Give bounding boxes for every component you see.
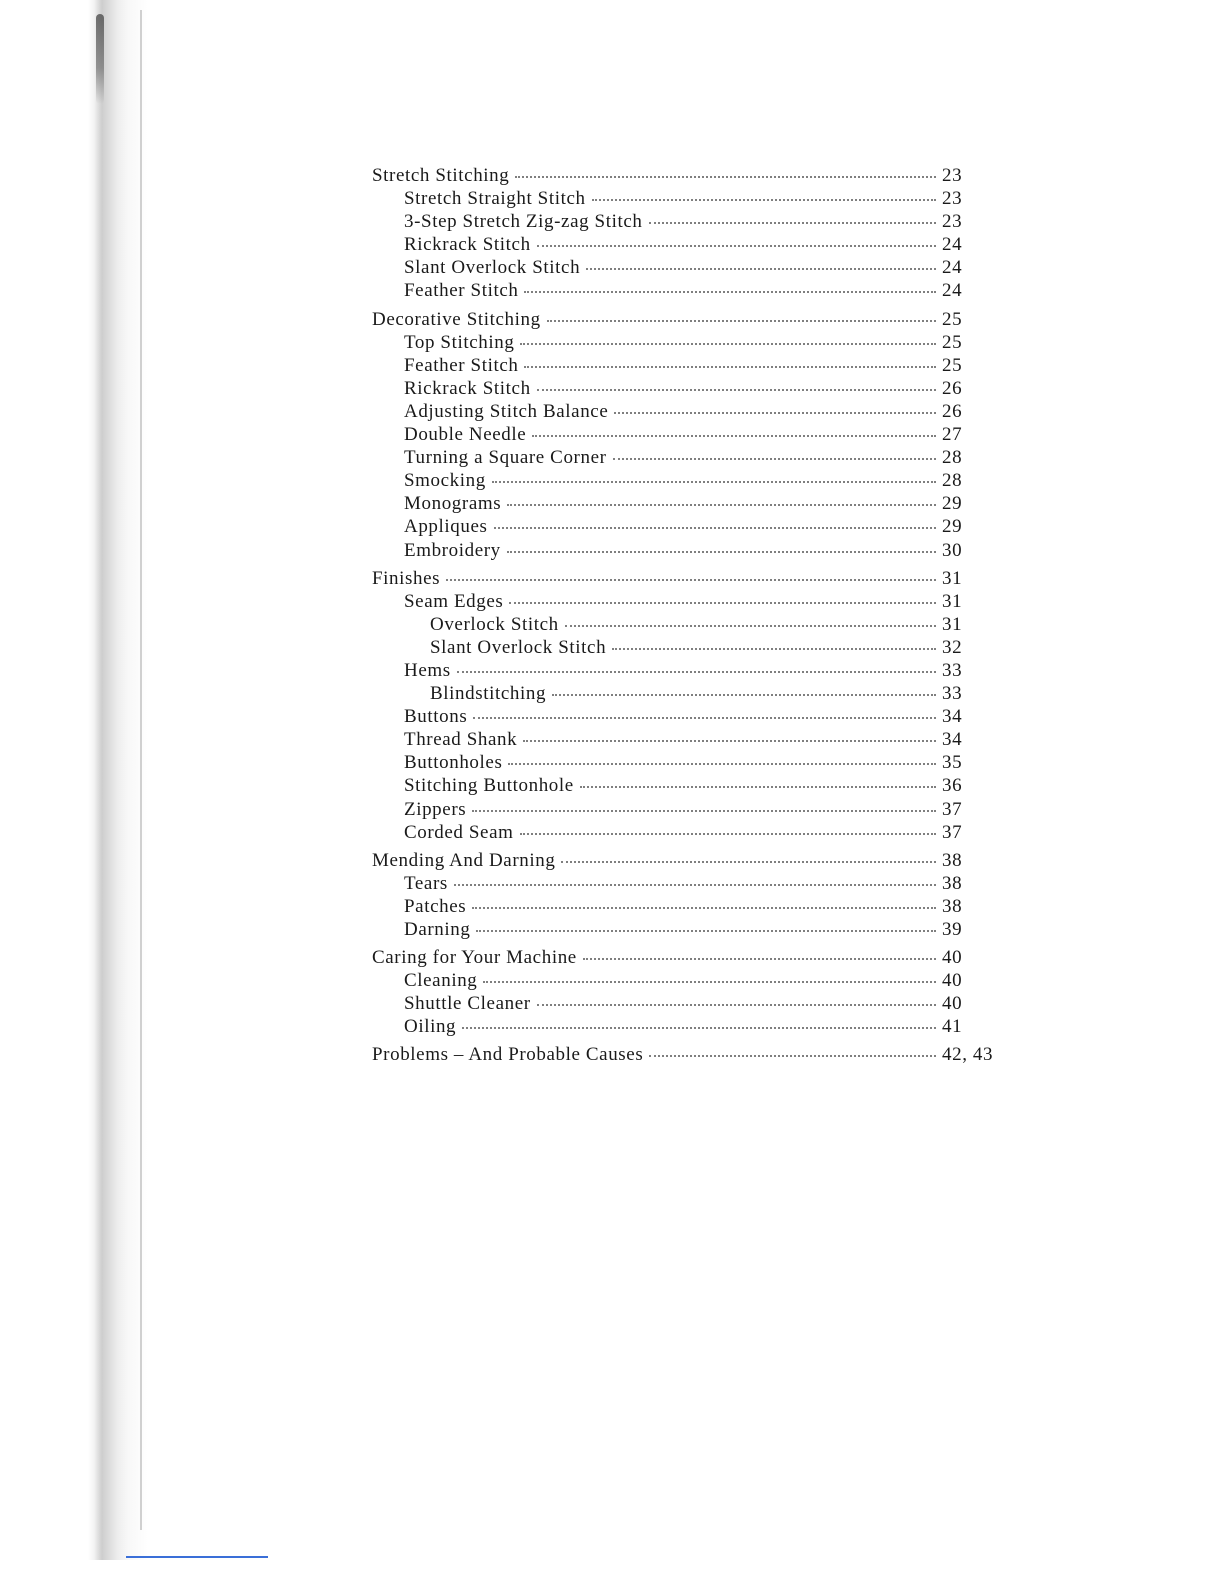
toc-entry-label: Rickrack Stitch xyxy=(404,377,531,399)
toc-section-row xyxy=(366,1039,1006,1066)
toc-page-number: 31 xyxy=(942,567,963,589)
toc-entry-label: Slant Overlock Stitch xyxy=(404,257,581,279)
toc-entry-label: Buttonholes xyxy=(404,752,503,774)
dot-leader xyxy=(515,157,936,178)
dot-leader xyxy=(507,532,936,553)
toc-page-number: 25 xyxy=(942,308,963,330)
toc-entry-label: Stretch Stitching xyxy=(372,165,510,186)
toc-page-number: 31 xyxy=(942,613,963,635)
dot-leader xyxy=(613,439,936,460)
toc-entry-label: Zippers xyxy=(404,798,467,820)
toc-page-number: 24 xyxy=(942,257,963,279)
toc-page-number: 40 xyxy=(942,993,963,1015)
toc-entry-label: Turning a Square Corner xyxy=(404,447,607,469)
toc-entry-row xyxy=(366,275,1006,302)
dot-leader xyxy=(462,1008,936,1029)
toc-page-number: 26 xyxy=(942,377,963,399)
toc-page-number: 41 xyxy=(942,1016,963,1038)
toc-page-number: 35 xyxy=(942,752,963,774)
toc-entry-label: Caring for Your Machine xyxy=(372,947,577,969)
toc-page-number: 28 xyxy=(942,447,963,469)
page-binding-shadow xyxy=(88,0,148,1560)
bottom-underline xyxy=(126,1556,268,1558)
dot-leader xyxy=(547,301,936,322)
toc-entry-label: Double Needle xyxy=(404,424,527,446)
toc-page-number: 25 xyxy=(942,331,963,353)
dot-leader xyxy=(612,629,936,650)
toc-page-number: 25 xyxy=(942,354,963,376)
toc-entry-label: Darning xyxy=(404,919,471,940)
dot-leader xyxy=(537,370,936,391)
toc-page-number: 33 xyxy=(942,683,963,705)
dot-leader xyxy=(649,203,937,224)
toc-entry-label: Mending And Darning xyxy=(372,849,556,871)
dot-leader xyxy=(492,462,936,483)
toc-page-number: 23 xyxy=(942,188,963,210)
dot-leader xyxy=(532,416,936,437)
toc-entry-row xyxy=(366,914,1006,940)
toc-entry-label: Top Stitching xyxy=(404,331,515,353)
toc-entry-label: Decorative Stitching xyxy=(372,308,541,330)
toc-page-number: 40 xyxy=(942,970,963,992)
toc-entry-label: Monograms xyxy=(404,493,502,515)
dot-leader xyxy=(592,180,936,201)
toc-entry-label: Buttons xyxy=(404,706,468,728)
toc-page-number: 36 xyxy=(942,775,963,797)
dot-leader xyxy=(457,652,936,673)
dot-leader xyxy=(483,962,936,983)
toc-entry-label: Tears xyxy=(404,872,448,894)
toc-entry-row xyxy=(366,817,1006,843)
toc-page-number: 31 xyxy=(942,590,963,612)
dot-leader xyxy=(565,606,936,627)
toc-page-number: 42, 43 xyxy=(942,1044,994,1066)
toc-page-number: 34 xyxy=(942,729,963,751)
toc-page-number: 32 xyxy=(942,636,963,658)
toc-page-number: 40 xyxy=(942,947,963,969)
toc-entry-label: Cleaning xyxy=(404,970,478,992)
dot-leader xyxy=(524,272,936,293)
toc-page-number: 28 xyxy=(942,470,963,492)
toc-page-number: 27 xyxy=(942,424,963,446)
toc-entry-label: Adjusting Stitch Balance xyxy=(404,400,609,422)
toc-entry-label: Feather Stitch xyxy=(404,354,519,376)
dot-leader xyxy=(446,560,936,581)
toc-entry-row xyxy=(366,1011,1006,1038)
toc-page-number: 29 xyxy=(942,493,963,515)
toc-page-number: 37 xyxy=(942,798,963,820)
dot-leader xyxy=(509,583,936,604)
toc-page-number: 38 xyxy=(942,872,963,894)
toc-entry-label: Appliques xyxy=(404,516,488,538)
toc-entry-label: Feather Stitch xyxy=(404,280,519,302)
toc-page-number: 23 xyxy=(942,211,963,233)
toc-page-number: 23 xyxy=(942,165,963,186)
dot-leader xyxy=(537,985,936,1006)
toc-entry-label: Blindstitching xyxy=(430,683,547,705)
toc-page-number: 37 xyxy=(942,821,963,843)
dot-leader xyxy=(472,888,936,909)
dot-leader xyxy=(586,249,936,270)
toc-entry-label: Stitching Buttonhole xyxy=(404,775,574,797)
dot-leader xyxy=(552,675,936,696)
dot-leader xyxy=(524,347,936,368)
dot-leader xyxy=(537,226,936,247)
dot-leader xyxy=(561,842,936,863)
dot-leader xyxy=(472,791,936,812)
dot-leader xyxy=(583,939,936,960)
toc-entry-label: Thread Shank xyxy=(404,729,518,751)
toc-page-number: 38 xyxy=(942,895,963,917)
toc-page-number: 39 xyxy=(942,919,963,940)
toc-entry-label: Oiling xyxy=(404,1016,457,1038)
toc-entry-label: Slant Overlock Stitch xyxy=(430,636,607,658)
page-binding-edge xyxy=(140,10,142,1530)
toc-entry-label: Corded Seam xyxy=(404,821,514,843)
dot-leader xyxy=(508,744,936,765)
dot-leader xyxy=(473,698,936,719)
toc-entry-label: Problems – And Probable Causes xyxy=(372,1044,644,1066)
dot-leader xyxy=(454,865,936,886)
toc-page-number: 30 xyxy=(942,539,963,561)
toc-entry-label: Embroidery xyxy=(404,539,501,561)
toc-entry-label: Patches xyxy=(404,895,467,917)
toc-entry-label: Hems xyxy=(404,659,451,681)
dot-leader xyxy=(580,767,936,788)
toc-entry-label: Rickrack Stitch xyxy=(404,234,531,256)
table-of-contents xyxy=(366,160,1006,1066)
dot-leader xyxy=(476,911,936,932)
toc-page-number: 33 xyxy=(942,659,963,681)
toc-page-number: 24 xyxy=(942,234,963,256)
toc-entry-label: 3-Step Stretch Zig-zag Stitch xyxy=(404,211,643,233)
dot-leader xyxy=(614,393,936,414)
toc-page-number: 38 xyxy=(942,849,963,871)
toc-entry-label: Seam Edges xyxy=(404,590,504,612)
dot-leader xyxy=(494,508,936,529)
toc-page-number: 24 xyxy=(942,280,963,302)
dot-leader xyxy=(507,485,936,506)
dot-leader xyxy=(520,814,937,835)
toc-entry-row xyxy=(366,535,1006,561)
toc-page-number: 26 xyxy=(942,400,963,422)
toc-entry-label: Shuttle Cleaner xyxy=(404,993,531,1015)
toc-entry-label: Smocking xyxy=(404,470,486,492)
toc-entry-label: Overlock Stitch xyxy=(430,613,559,635)
toc-entry-label: Finishes xyxy=(372,567,441,589)
toc-entry-label: Stretch Straight Stitch xyxy=(404,188,586,210)
binding-mark xyxy=(96,14,104,104)
toc-page-number: 29 xyxy=(942,516,963,538)
dot-leader xyxy=(649,1036,936,1057)
dot-leader xyxy=(520,324,936,345)
dot-leader xyxy=(523,721,936,742)
toc-page-number: 34 xyxy=(942,706,963,728)
